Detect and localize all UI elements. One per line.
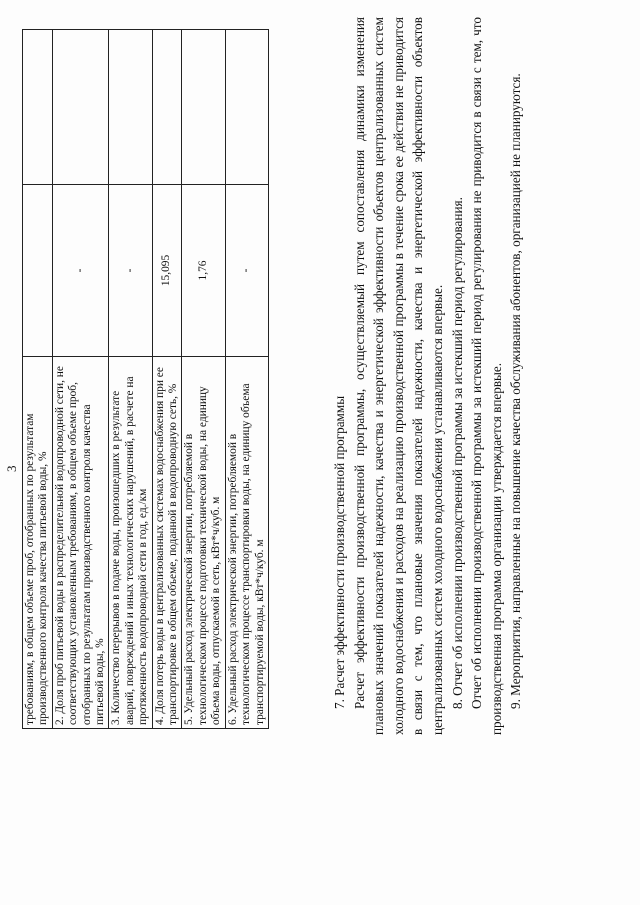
table-row	[182, 30, 225, 729]
table-row	[23, 30, 53, 729]
indicator-description: 4. Доля потерь воды в централизованных системах водоснабжения при ее транспортировке в общем объеме, поданной в водопроводную сеть, %	[152, 356, 182, 728]
body-text	[330, 17, 526, 735]
indicator-value-extra	[182, 30, 225, 185]
indicator-value-extra	[225, 30, 268, 185]
indicator-description: 5. Удельный расход электрической энергии, потребляемой в технологическом процессе подготовки технической воды, на единицу объема воды, отпускаемой в сеть, кВт*ч/куб. м	[182, 356, 225, 728]
indicator-value-extra	[152, 30, 182, 185]
indicator-description: 3. Количество перерывов в подаче воды, произошедших в результате аварий, повреждений и иных технологических нарушений, в расчете на протяженность водопроводной сети в год, ед./км	[109, 356, 152, 728]
paragraph: 9. Мероприятия, направленные на повышение качества обслуживания абонентов, организацией не планируются.	[508, 73, 524, 709]
indicator-value-extra	[52, 30, 109, 185]
indicators-table	[22, 29, 269, 729]
page-number: 3	[4, 465, 19, 472]
indicator-description: требованиям, в общем объеме проб, отобранных по результатам производственного контроля качества питьевой воды, %	[23, 356, 53, 728]
indicator-description: 2. Доля проб питьевой воды в распределительной водопроводной сети, не соответствующих установленным требованиям, в общем объеме проб, отобранных по результатам производственного контроля качества питьевой воды, %	[52, 356, 109, 728]
indicator-value: 15,095	[152, 185, 182, 357]
indicator-value-extra	[109, 30, 152, 185]
indicator-value: -	[225, 185, 268, 357]
indicator-value: -	[109, 185, 152, 357]
paragraph: 8. Отчет об исполнении производственной программы за истекший период регулирования.	[449, 197, 465, 709]
indicator-value: 1,76	[182, 185, 225, 357]
indicator-description: 6. Удельный расход электрической энергии, потребляемой в технологическом процессе транспортировки воды, на единицу объема транспортируемой воды, кВт*ч/куб. м	[225, 356, 268, 728]
paragraph: Расчет эффективности производственной программы, осуществляемый путем сопоставления динамики изменения плановых значений показателей надежности, качества и энергетической эффективности объектов централизованных систем холодного водоснабжения и расходов на реализацию производственной программы в течение срока ее действия не приводится в связи с тем, что плановые значения показателей надежности, качества и энергетической эффективности объектов централизованных систем холодного водоснабжения устанавливаются впервые.	[351, 17, 445, 735]
table-row	[52, 30, 109, 729]
indicators-table-body	[23, 30, 269, 729]
indicator-value	[23, 185, 53, 357]
paragraph: 7. Расчет эффективности производственной программы	[332, 395, 347, 709]
paragraph: Отчет об исполнении производственной программы за истекший период регулирования не приводится в связи с тем, что производственная программа организации утверждается впервые.	[469, 17, 504, 735]
indicator-value: -	[52, 185, 109, 357]
indicator-value-extra	[23, 30, 53, 185]
table-row	[109, 30, 152, 729]
table-row	[225, 30, 268, 729]
table-row	[152, 30, 182, 729]
